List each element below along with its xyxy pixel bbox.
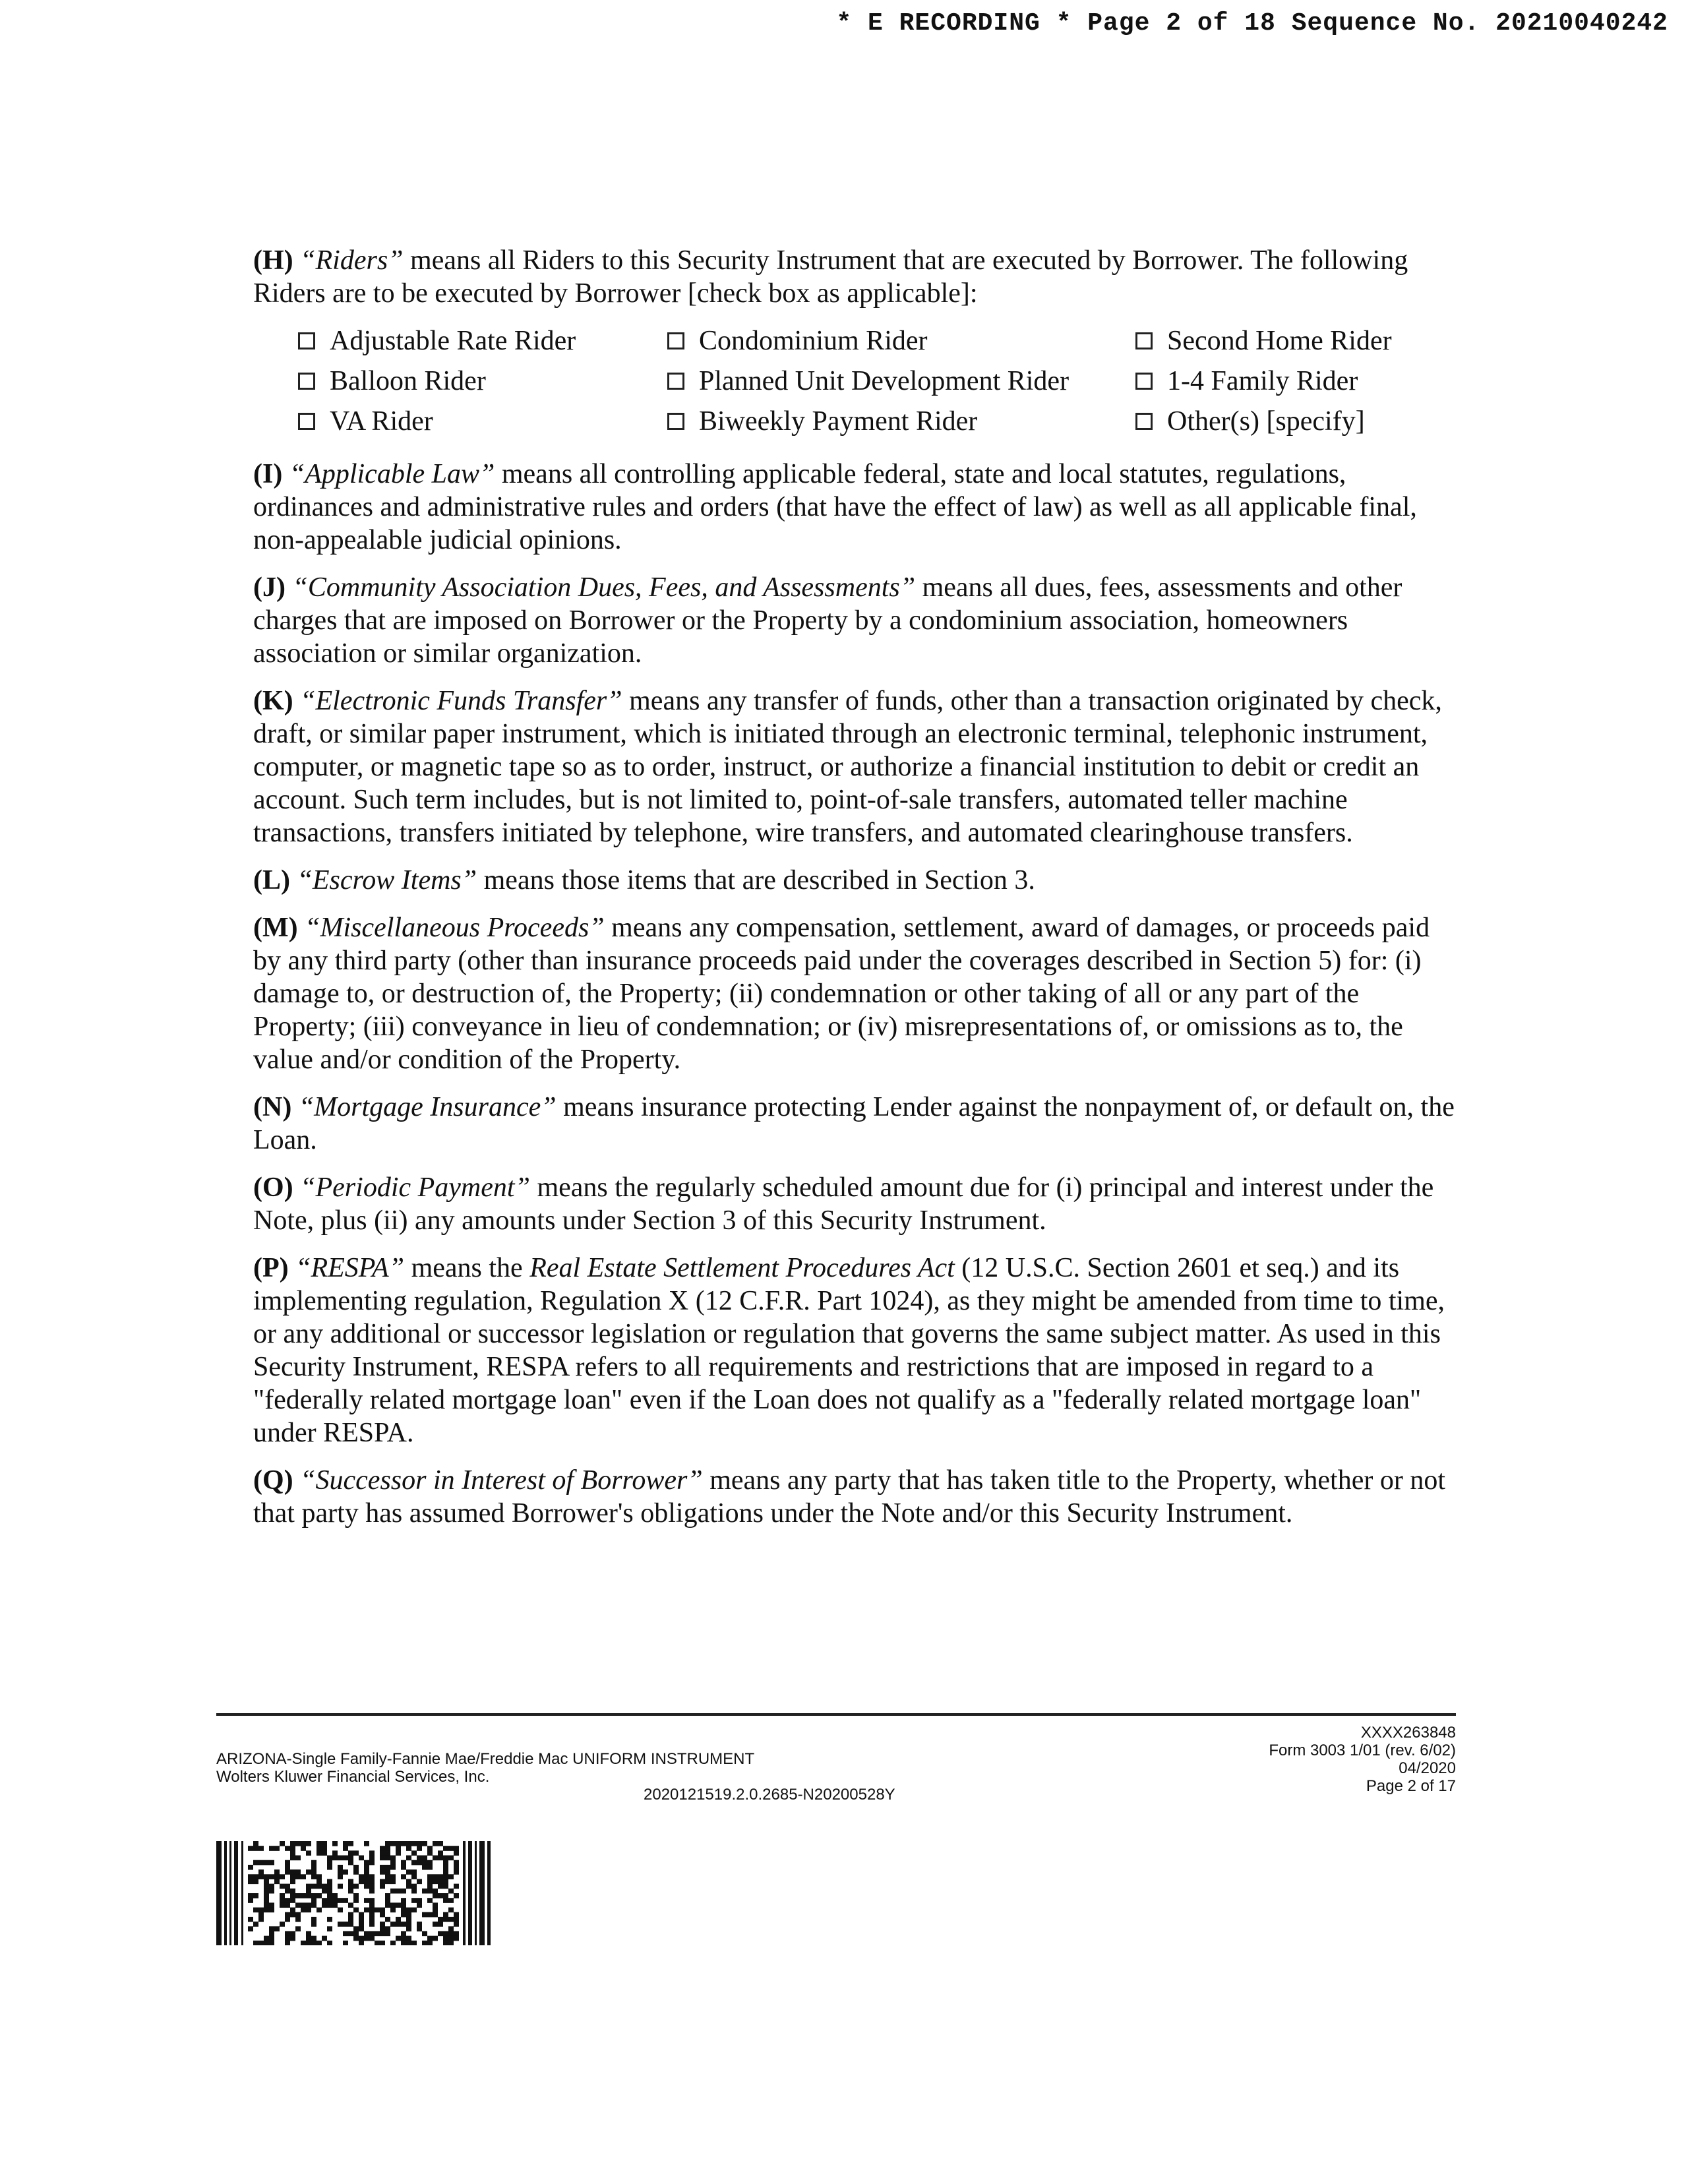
rider-label: Planned Unit Development Rider [699,366,1070,396]
definition-text: means insurance protecting Lender against the nonpayment of, or default on, the Loan. [253,1092,1455,1155]
defined-term: “Mortgage Insurance” [298,1092,557,1122]
definition-text: means any party that has taken title to the Property, whether or not that party has assumed Borrower's obligations under the Note and/or this Security Instrument. [253,1465,1445,1529]
form-date: 04/2020 [1399,1759,1456,1777]
rider-option[interactable] [298,405,667,438]
footer-left [216,1750,754,1786]
definition-text: means the [404,1253,530,1283]
rider-option[interactable] [667,365,1135,398]
document-body [253,244,1460,1544]
form-number: Form 3003 1/01 (rev. 6/02) [1269,1742,1456,1759]
defined-term: “Periodic Payment” [300,1172,530,1203]
footer-divider [216,1713,1456,1716]
defined-term: “Miscellaneous Proceeds” [305,913,605,943]
section-letter: (K) [253,686,293,716]
definition-text: means those items that are described in Section 3. [477,865,1035,895]
loan-id: XXXX263848 [1360,1724,1456,1742]
checkbox-icon[interactable] [667,332,684,349]
rider-label: Second Home Rider [1167,326,1392,356]
section-letter: (N) [253,1092,292,1122]
page-number: Page 2 of 17 [1366,1777,1456,1795]
definition-n [253,1091,1460,1157]
checkbox-icon[interactable] [298,373,315,390]
act-title: Real Estate Settlement Procedures Act [529,1253,955,1283]
publisher: Wolters Kluwer Financial Services, Inc. [216,1768,490,1786]
section-letter: (I) [253,459,283,489]
definition-m [253,911,1460,1076]
section-letter: (O) [253,1172,293,1203]
section-letter: (P) [253,1253,289,1283]
document-code: 2020121519.2.0.2685-N20200528Y [644,1786,895,1804]
footer-right [1269,1724,1456,1795]
rider-label: Biweekly Payment Rider [699,406,978,437]
barcode-icon [216,1841,491,1945]
riders-checklist [298,324,1460,438]
page-footer [216,1724,1456,1809]
definition-o [253,1171,1460,1237]
checkbox-icon[interactable] [667,373,684,390]
rider-label: Condominium Rider [699,326,928,356]
definition-i [253,458,1460,557]
definition-q [253,1464,1460,1530]
definition-j [253,571,1460,670]
defined-term: “Successor in Interest of Borrower” [300,1465,703,1496]
rider-option[interactable] [298,365,667,398]
defined-term: “RESPA” [295,1253,405,1283]
definition-text: means all Riders to this Security Instrument that are executed by Borrower. The following Riders are to be executed by Borrower [check box as applicable]: [253,245,1408,309]
rider-label: Other(s) [specify] [1167,406,1365,437]
definition-text: means any transfer of funds, other than a transaction originated by check, draft, or similar paper instrument, which is initiated through an electronic terminal, telephonic instrument, computer, or magnetic tape so as to order, instruct, or authorize a financial institution to debit or credit an account. Such term includes, but is not limited to, point-of-sale transfers, automated teller machine transactions, transfers initiated by telephone, wire transfers, and automated clearinghouse transfers. [253,686,1442,848]
defined-term: “Escrow Items” [297,865,477,895]
defined-term: “Riders” [300,245,404,276]
defined-term: “Applicable Law” [289,459,495,489]
rider-label: Adjustable Rate Rider [330,326,576,356]
definition-l [253,864,1460,897]
defined-term: “Electronic Funds Transfer” [300,686,622,716]
rider-label: 1-4 Family Rider [1167,366,1358,396]
checkbox-icon[interactable] [1135,373,1153,390]
recording-header: * E RECORDING * Page 2 of 18 Sequence No. 20210040242 [836,9,1668,38]
definition-text: means any compensation, settlement, award of damages, or proceeds paid by any third party (other than insurance proceeds paid under the coverages described in Section 5) for: (i) damage to, or destruction of, the Property; (ii) condemnation or other taking of all or any part of the Property; (iii) conveyance in lieu of condemnation; or (iv) misrepresentations of, or omissions as to, the value and/or condition of the Property. [253,913,1430,1075]
checkbox-icon[interactable] [1135,332,1153,349]
checkbox-icon[interactable] [298,332,315,349]
section-letter: (J) [253,572,286,603]
checkbox-icon[interactable] [667,413,684,430]
rider-option[interactable] [667,405,1135,438]
defined-term: “Community Association Dues, Fees, and Assessments” [292,572,916,603]
definition-p [253,1252,1460,1449]
checkbox-icon[interactable] [1135,413,1153,430]
section-letter: (L) [253,865,290,895]
section-letter: (Q) [253,1465,293,1496]
rider-option[interactable] [1135,365,1439,398]
definition-text: means all dues, fees, assessments and other charges that are imposed on Borrower or the Property by a condominium association, homeowners association or similar organization. [253,572,1402,669]
rider-option[interactable] [1135,405,1439,438]
definition-text-continued: (12 U.S.C. Section 2601 et seq.) and its implementing regulation, Regulation X (12 C.F.R. Part 1024), as they might be amended from time to time, or any additional or successor legislation or regulation that governs the same subject matter. As used in this Security Instrument, RESPA refers to all requirements and restrictions that are imposed in regard to a "federally related mortgage loan" even if the Loan does not qualify as a "federally related mortgage loan" under RESPA. [253,1253,1445,1448]
definition-h [253,244,1460,310]
checkbox-icon[interactable] [298,413,315,430]
rider-option[interactable] [298,324,667,357]
definition-text: means the regularly scheduled amount due for (i) principal and interest under the Note, plus (ii) any amounts under Section 3 of this Security Instrument. [253,1172,1434,1236]
section-letter: (M) [253,913,298,943]
definition-k [253,684,1460,849]
form-title: ARIZONA-Single Family-Fannie Mae/Freddie Mac UNIFORM INSTRUMENT [216,1750,755,1768]
definition-text: means all controlling applicable federal, state and local statutes, regulations, ordinances and administrative rules and orders (that have the effect of law) as well as all applicable final, non-appealable judicial opinions. [253,459,1417,555]
section-letter: (H) [253,245,293,276]
rider-label: VA Rider [330,406,433,437]
rider-label: Balloon Rider [330,366,486,396]
rider-option[interactable] [1135,324,1439,357]
rider-option[interactable] [667,324,1135,357]
